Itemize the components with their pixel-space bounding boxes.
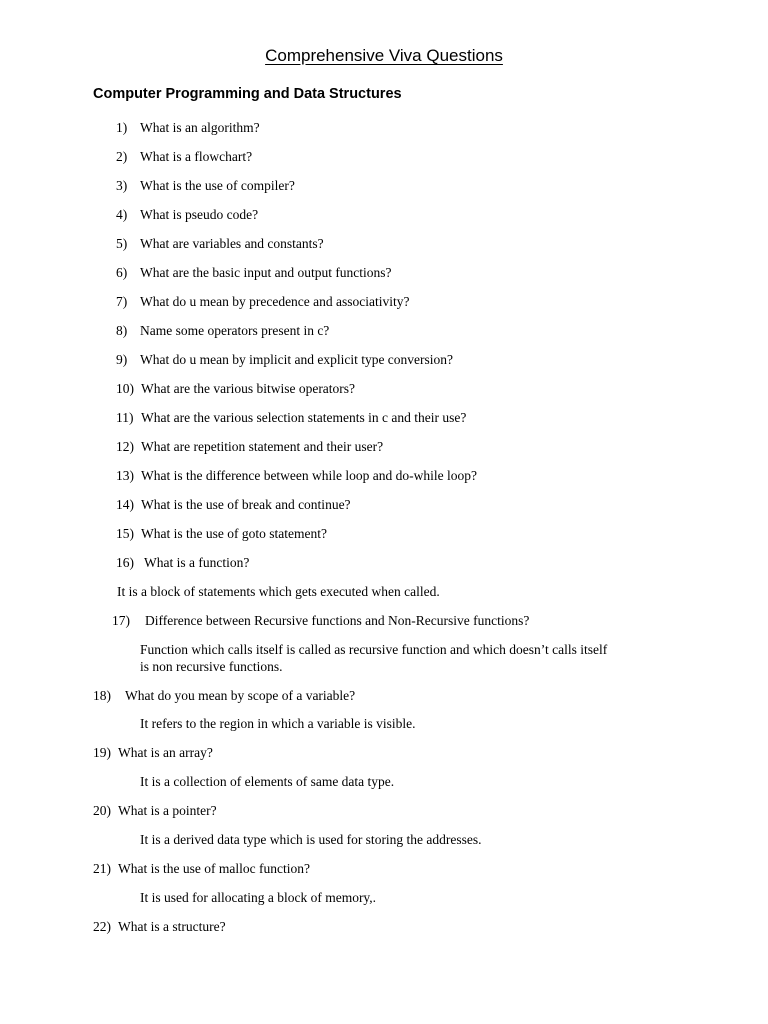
question-text: What is the use of goto statement? [141, 526, 327, 541]
question-text: What is the use of malloc function? [118, 861, 310, 876]
question-text: What is a pointer? [118, 803, 217, 818]
question-number: 21) [93, 861, 111, 876]
document-title: Comprehensive Viva Questions [265, 46, 503, 65]
question-item [93, 744, 213, 761]
question-item [116, 206, 258, 223]
question-item [116, 322, 329, 339]
answer-text: It is a derived data type which is used for storing the addresses. [140, 832, 482, 847]
question-item [116, 119, 260, 136]
question-text: Difference between Recursive functions and Non-Recursive functions? [145, 613, 530, 628]
answer-text: is non recursive functions. [140, 659, 283, 674]
question-text: What do you mean by scope of a variable? [125, 688, 356, 703]
question-item [93, 802, 217, 819]
question-number: 17) [112, 613, 130, 628]
answer-text: Function which calls itself is called as recursive function and which doesn’t calls itself [140, 642, 608, 657]
question-number: 4) [116, 207, 128, 222]
question-number: 1) [116, 120, 128, 135]
question-text: What is a structure? [118, 919, 226, 934]
question-item [116, 409, 466, 426]
question-text: What is the difference between while loop and do-while loop? [141, 468, 478, 483]
question-item [116, 293, 410, 310]
answer-text: It is used for allocating a block of memory,. [140, 890, 377, 905]
question-text: What is an array? [118, 745, 213, 760]
question-number: 22) [93, 919, 111, 934]
question-item [116, 496, 351, 513]
question-item [116, 235, 324, 252]
question-number: 8) [116, 323, 128, 338]
answer-text: It is a block of statements which gets executed when called. [117, 584, 440, 599]
question-text: What are the various selection statements in c and their use? [141, 410, 467, 425]
question-text: What is the use of compiler? [140, 178, 295, 193]
question-number: 20) [93, 803, 111, 818]
question-item [116, 438, 383, 455]
question-item [116, 177, 295, 194]
question-item [93, 918, 226, 935]
question-number: 2) [116, 149, 128, 164]
question-number: 9) [116, 352, 128, 367]
question-number: 10) [116, 381, 134, 396]
question-number: 15) [116, 526, 134, 541]
section-heading: Computer Programming and Data Structures [93, 86, 402, 102]
question-number: 13) [116, 468, 134, 483]
question-item [116, 525, 327, 542]
answer-text: It is a collection of elements of same data type. [140, 774, 395, 789]
question-text: What are repetition statement and their user? [141, 439, 384, 454]
question-number: 11) [116, 410, 134, 425]
question-number: 19) [93, 745, 111, 760]
question-number: 5) [116, 236, 128, 251]
answer-text: It refers to the region in which a variable is visible. [140, 716, 416, 731]
question-item [116, 148, 252, 165]
question-item [116, 264, 392, 281]
question-text: What is a function? [144, 555, 250, 570]
question-text: What are variables and constants? [140, 236, 324, 251]
question-item [112, 612, 529, 629]
question-item [116, 467, 477, 484]
question-text: What is an algorithm? [140, 120, 260, 135]
question-number: 12) [116, 439, 134, 454]
question-number: 3) [116, 178, 128, 193]
question-text: What are the various bitwise operators? [141, 381, 356, 396]
question-number: 16) [116, 555, 134, 570]
question-item [116, 380, 355, 397]
question-item [93, 860, 310, 877]
question-text: What is a flowchart? [140, 149, 253, 164]
question-text: What do u mean by precedence and associativity? [140, 294, 410, 309]
question-number: 14) [116, 497, 134, 512]
question-number: 7) [116, 294, 128, 309]
question-text: What is pseudo code? [140, 207, 259, 222]
question-text: What do u mean by implicit and explicit type conversion? [140, 352, 454, 367]
question-text: What is the use of break and continue? [141, 497, 351, 512]
question-number: 18) [93, 688, 111, 703]
question-text: Name some operators present in c? [140, 323, 330, 338]
question-item [93, 687, 355, 704]
question-item [116, 554, 249, 571]
question-number: 6) [116, 265, 128, 280]
question-text: What are the basic input and output functions? [140, 265, 392, 280]
question-item [116, 351, 453, 368]
